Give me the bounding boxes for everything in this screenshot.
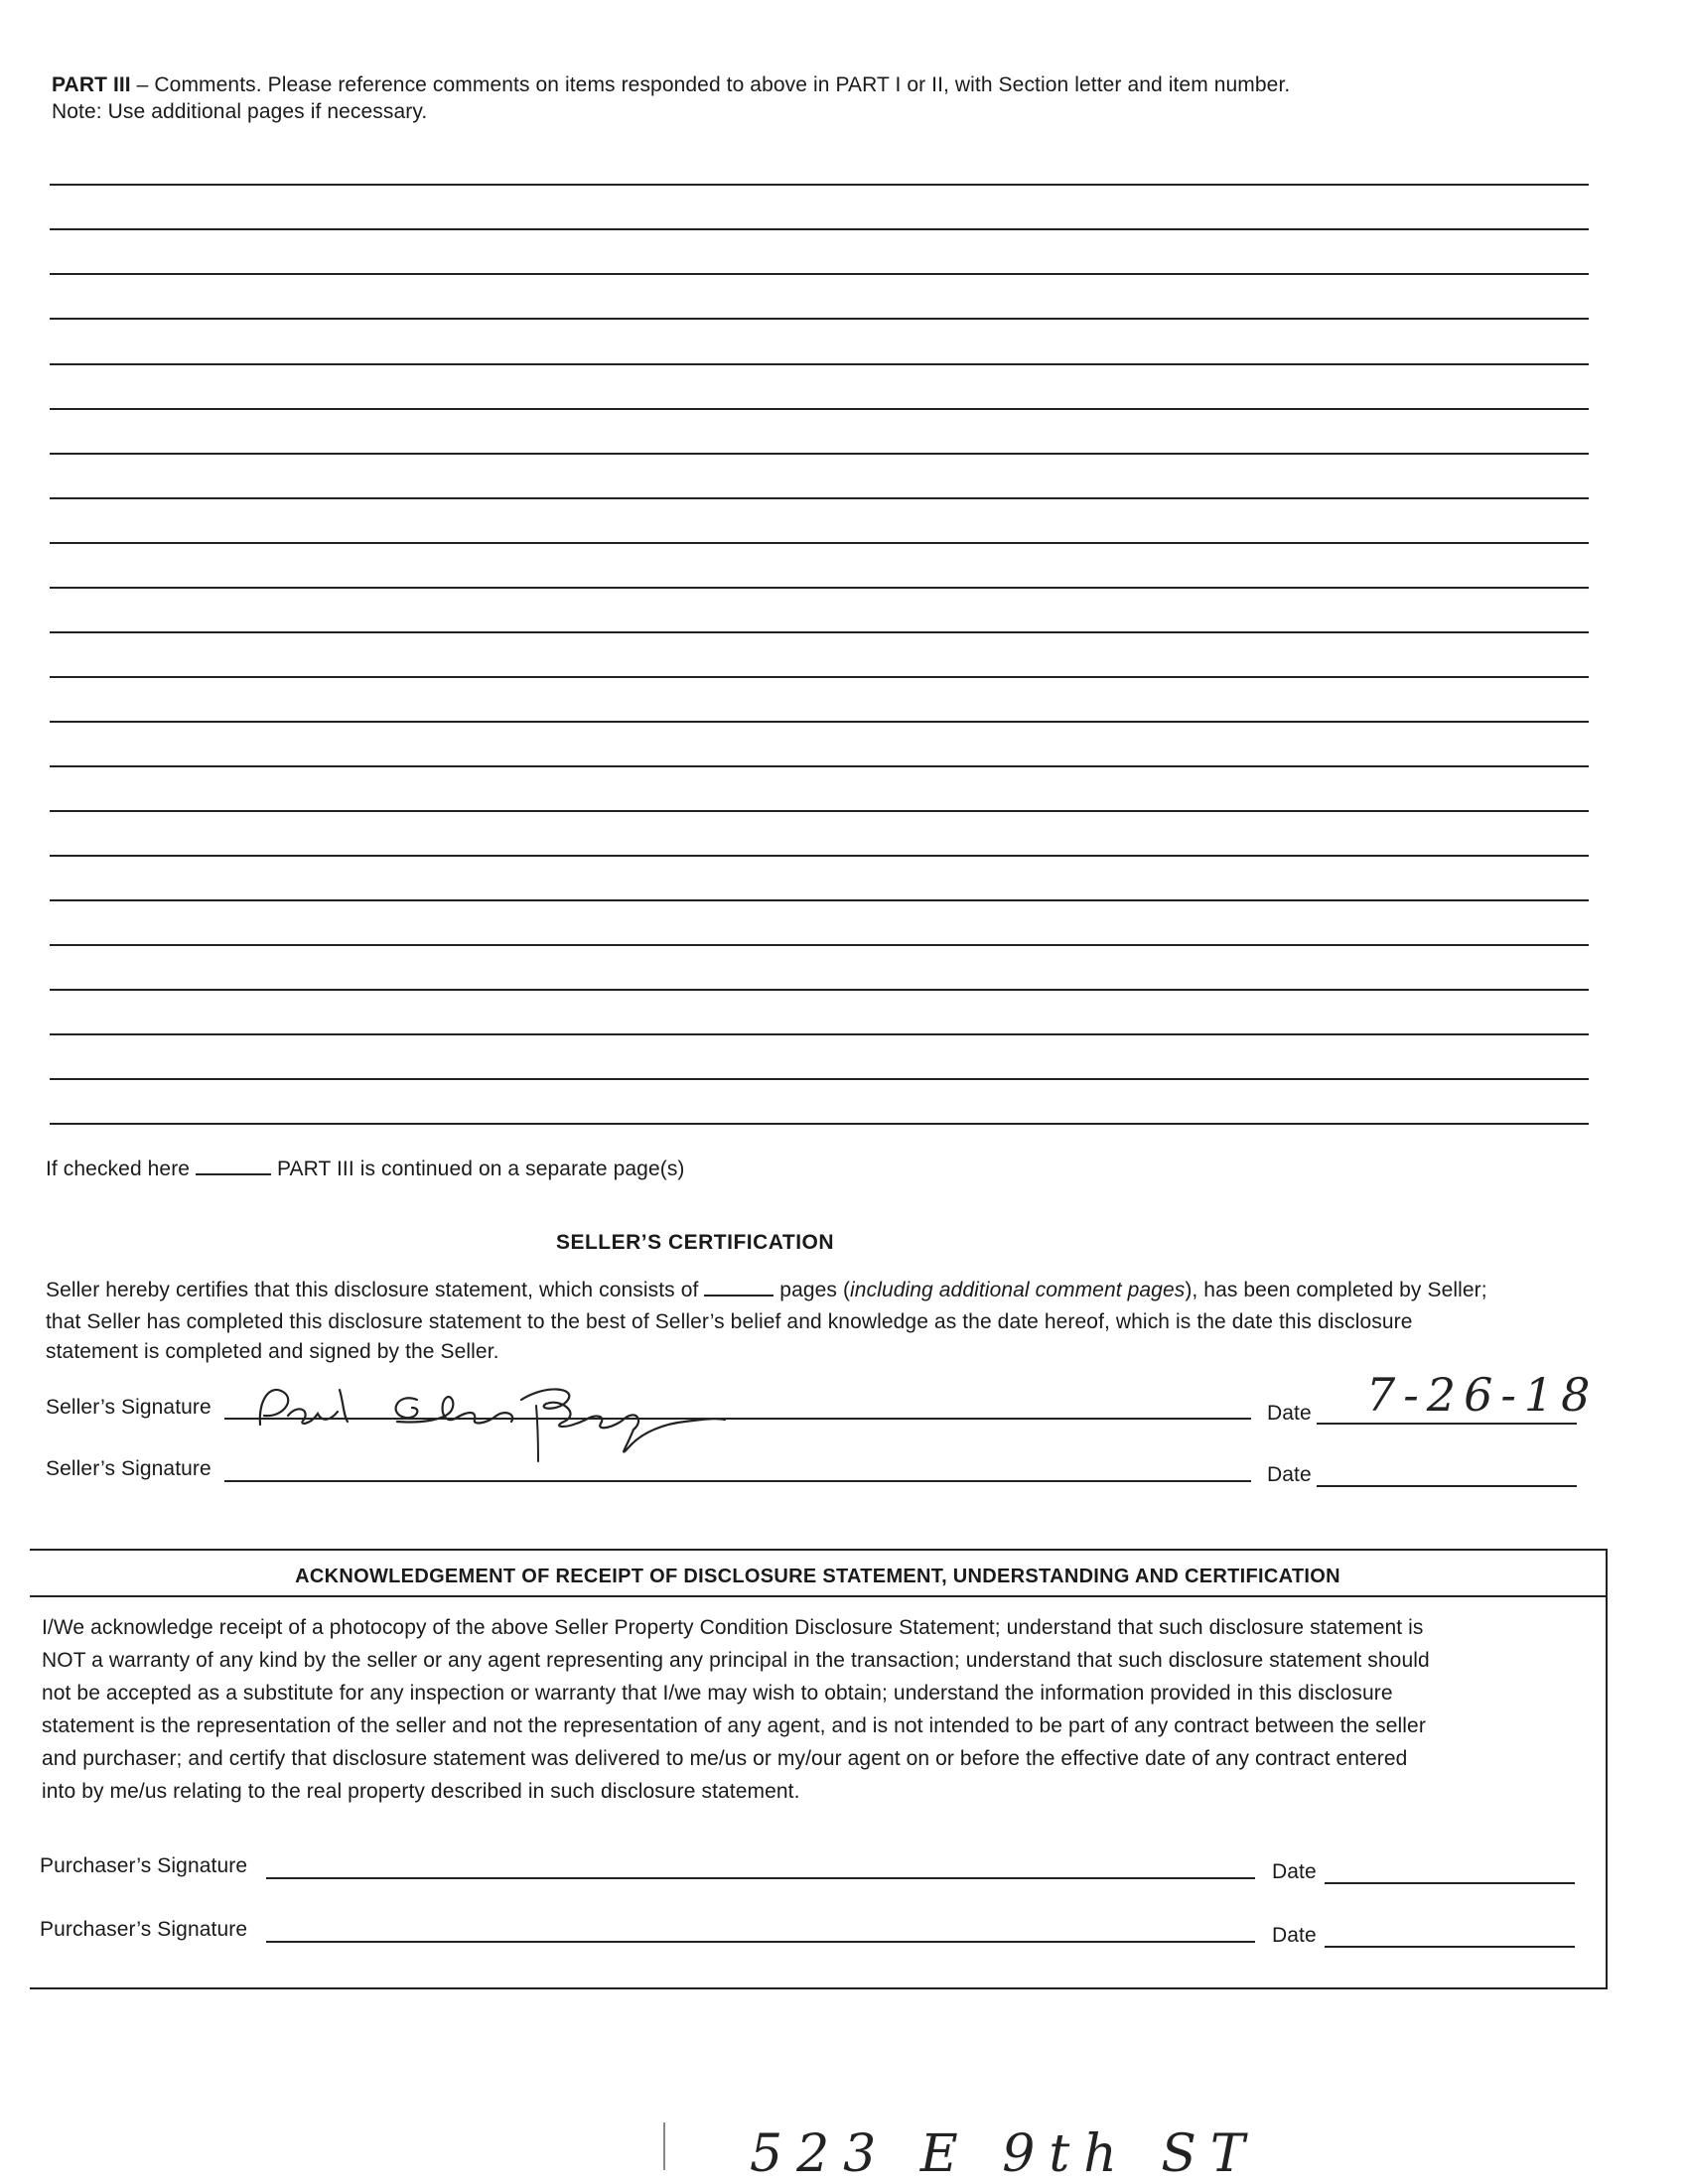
continued-prefix: If checked here [46,1158,191,1180]
comment-line[interactable] [50,497,1589,499]
purchaser-date-line-2[interactable] [1325,1946,1575,1948]
ack-line: into by me/us relating to the real property described in such disclosure statement. [42,1780,800,1803]
seller-cert-para-line1 [46,1277,1615,1303]
seller-cert-text-b: pages ( [779,1279,851,1301]
handwritten-address: 523 E 9th ST [750,2124,1259,2184]
seller-date-line-1[interactable] [1317,1423,1577,1425]
seller-cert-para-line2: that Seller has completed this disclosure statement to the best of Seller’s belief and knowledge as the date hereof, which is the date this disclosure [46,1310,1413,1333]
seller-sig-label-1: Seller’s Signature [46,1396,211,1419]
comment-line[interactable] [50,944,1589,946]
comment-line[interactable] [50,184,1589,186]
seller-cert-text-c: ), has been completed by Seller; [1185,1279,1487,1301]
seller-date-label-1: Date [1267,1402,1312,1425]
comment-line[interactable] [50,1033,1589,1035]
ack-line: and purchaser; and certify that disclosure statement was delivered to me/us or my/our agent on or before the effective date of any contract entered [42,1747,1408,1770]
comment-line[interactable] [50,318,1589,320]
seller-cert-title: SELLER’S CERTIFICATION [555,1231,835,1254]
comment-line[interactable] [50,542,1589,544]
seller-date-label-2: Date [1267,1463,1312,1486]
comment-line[interactable] [50,228,1589,230]
scan-mark [663,2122,665,2170]
comment-line[interactable] [50,765,1589,767]
ack-line: statement is the representation of the seller and not the representation of any agent, and is not intended to be part of any contract between the seller [42,1714,1426,1737]
purchaser-date-label-2: Date [1272,1924,1317,1947]
comment-line[interactable] [50,899,1589,901]
comment-line[interactable] [50,631,1589,633]
ack-line: NOT a warranty of any kind by the seller or any agent representing any principal in the transaction; understand that such disclosure statement should [42,1649,1430,1672]
part3-heading-bold: PART III [52,73,131,96]
comment-line[interactable] [50,273,1589,275]
continued-row [46,1156,685,1182]
comment-line[interactable] [50,1078,1589,1080]
seller-signature-line-2[interactable] [224,1480,1251,1482]
part3-note: Note: Use additional pages if necessary. [52,100,428,123]
seller-date-value: 7-26-18 [1366,1368,1599,1422]
comment-line[interactable] [50,989,1589,991]
comment-line[interactable] [50,363,1589,365]
comment-line[interactable] [50,676,1589,678]
part3-heading [52,71,1290,98]
purchaser-date-line-1[interactable] [1325,1882,1575,1884]
seller-cert-text-italic: including additional comment pages [850,1279,1186,1301]
page-count-blank[interactable] [704,1295,774,1297]
comment-line[interactable] [50,587,1589,589]
comment-line[interactable] [50,810,1589,812]
comment-line[interactable] [50,855,1589,857]
comment-line[interactable] [50,1123,1589,1125]
comment-line[interactable] [50,721,1589,723]
seller-date-line-2[interactable] [1317,1485,1577,1487]
ack-line: not be accepted as a substitute for any inspection or warranty that I/we may wish to obtain; understand the information provided in this disclosure [42,1682,1393,1705]
part3-heading-text: – Comments. Please reference comments on items responded to above in PART I or II, with Section letter and item number. [130,73,1291,96]
purchaser-sig-label-2: Purchaser’s Signature [40,1918,248,1941]
seller-cert-para-line3: statement is completed and signed by the Seller. [46,1340,499,1363]
purchaser-date-label-1: Date [1272,1860,1317,1883]
comment-line[interactable] [50,453,1589,455]
ack-title-divider [30,1595,1608,1597]
seller-sig-label-2: Seller’s Signature [46,1457,211,1480]
ack-title: ACKNOWLEDGEMENT OF RECEIPT OF DISCLOSURE STATEMENT, UNDERSTANDING AND CERTIFICATION [295,1566,1340,1587]
continued-check-blank[interactable] [196,1173,271,1175]
purchaser-signature-line-1[interactable] [266,1877,1255,1879]
continued-suffix: PART III is continued on a separate page(s) [276,1158,685,1180]
ack-line: I/We acknowledge receipt of a photocopy of the above Seller Property Condition Disclosure Statement; understand that such disclosure statement is [42,1616,1424,1639]
comment-line[interactable] [50,408,1589,410]
seller-cert-text-a: Seller hereby certifies that this disclosure statement, which consists of [46,1279,699,1301]
purchaser-signature-line-2[interactable] [266,1941,1255,1943]
seller-signature [248,1370,745,1469]
purchaser-sig-label-1: Purchaser’s Signature [40,1854,248,1877]
